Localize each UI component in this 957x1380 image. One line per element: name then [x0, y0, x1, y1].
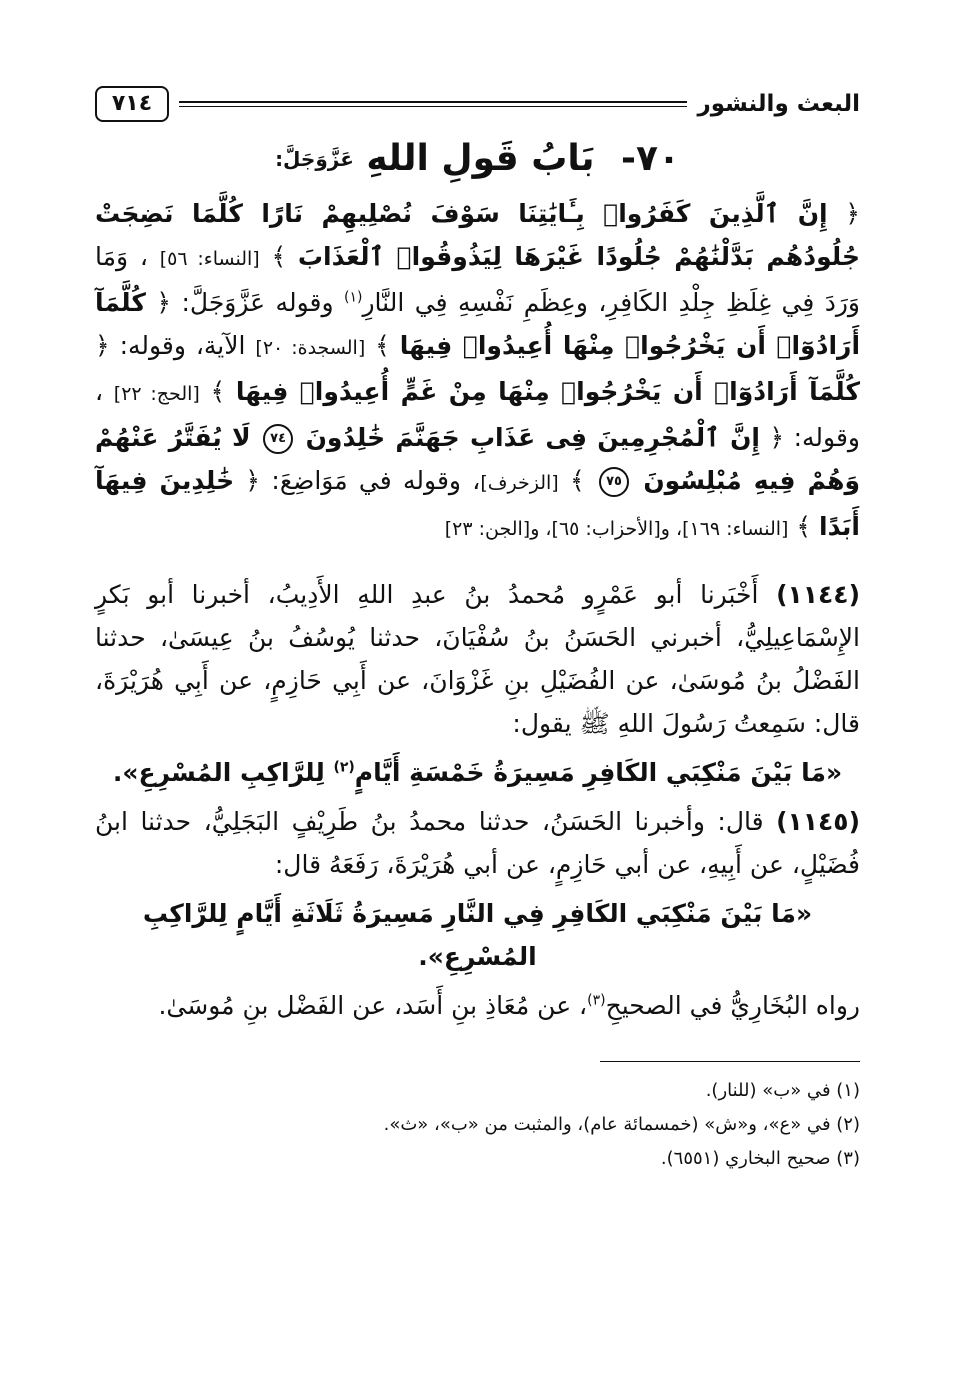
verse-reference: [النساء: ٥٦] — [159, 248, 260, 270]
hadith-number: (١١٤٤) — [776, 580, 860, 609]
book-page — [95, 80, 860, 1176]
isnad-text: قال: وأخبرنا الحَسَنُ، حدثنا محمدُ بنُ طَرِيْفٍ البَجَلِيُّ، حدثنا ابنُ فُضَيْلٍ، عن أَبِيهِ، عن أبي حَازِمٍ، عن أبي هُرَيْرَةَ، رَفَعَهُ قال: — [95, 807, 860, 879]
hadith-1144-matn — [95, 751, 860, 794]
quran-close-bracket: ﴾ — [210, 377, 226, 406]
intro-text: الآية، وقوله: — [119, 331, 246, 360]
footnote-1: (١) في «ب» (للنار). — [705, 1080, 860, 1101]
hadith-1145-source — [95, 984, 860, 1027]
quran-open-bracket: ﴿ — [156, 288, 172, 317]
footnote-marker: (٢) — [333, 759, 355, 776]
footnote-marker: (٣) — [587, 992, 606, 1009]
verse-number-marker: ٧٤ — [263, 424, 293, 454]
verse-reference: [النساء: ١٦٩]، و[الأحزاب: ٦٥]، و[الجن: ٢٣] — [444, 518, 789, 540]
intro-text: ، وقوله في مَوَاضِعَ: — [271, 466, 481, 495]
hadith-1145-matn: «مَا بَيْنَ مَنْكِبَي الكَافِرِ فِي النَّارِ مَسِيرَةُ ثَلَاثَةِ أَيَّامٍ لِلرَّاكِبِ المُسْرِعِ». — [142, 899, 813, 971]
page-number: ٧١٤ — [95, 86, 169, 122]
quran-close-bracket: ﴾ — [271, 242, 287, 271]
intro-text: ، وقوله: — [95, 377, 860, 452]
running-header — [95, 80, 860, 128]
spacer — [95, 551, 860, 573]
source-text: ، عن مُعَاذِ بنِ أَسَد، عن الفَضْل بنِ مُوسَىٰ. — [158, 991, 588, 1020]
chapter-number: ٧٠- — [621, 138, 680, 179]
isnad-text: يقول: — [512, 709, 572, 738]
quran-open-bracket: ﴿ — [769, 423, 785, 452]
verse-reference: [الزخرف] — [480, 472, 559, 494]
quran-close-bracket: ﴾ — [796, 512, 812, 541]
quran-verse: كُلَّمَآ أَرَادُوٓا۟ أَن يَخْرُجُوا۟ مِنْهَا أُعِيدُوا۟ فِيهَا — [95, 288, 861, 360]
footnote-marker: (١) — [344, 289, 363, 306]
footnote-2: (٢) في «ع»، و«ش» (خمسمائة عام)، والمثبت من «ب»، «ث». — [383, 1114, 860, 1135]
salutation: ﷺ — [579, 709, 610, 738]
quran-verse: كُلَّمَآ أَرَادُوٓا۟ أَن يَخْرُجُوا۟ مِنْهَا مِنْ غَمٍّ أُعِيدُوا۟ فِيهَا — [235, 377, 860, 406]
verse-reference: [الحج: ٢٢] — [113, 383, 200, 405]
quran-close-bracket: ﴾ — [375, 331, 390, 360]
header-rule — [179, 101, 687, 107]
quran-open-bracket: ﴿ — [845, 199, 860, 228]
quran-open-bracket: ﴿ — [95, 331, 110, 360]
verse-reference: [السجدة: ٢٠] — [255, 337, 366, 359]
quran-open-bracket: ﴿ — [245, 466, 261, 495]
chapter-heading: بَابُ قَولِ اللهِ — [366, 138, 595, 179]
isnad-text: أَخْبَرنا أبو عَمْرٍو مُحمدُ بنُ عبدِ اللهِ الأَدِيبُ، أخبرنا أبو بَكرٍ الإِسْمَاعِيلِيُّ، أخبرني الحَسَنُ بنُ سُفْيَانَ، حدثنا يُوسُفُ بنُ عِيسَىٰ، حدثنا الفَضْلُ بنُ مُوسَىٰ، عن الفُضَيْلِ بنِ غَزْوَانَ، عن أَبِي حَازِمٍ، عن أَبِي هُرَيْرَةَ، قال: سَمِعتُ رَسُولَ اللهِ — [95, 580, 860, 738]
footnote-3: (٣) صحيح البخاري (٦٥٥١). — [660, 1148, 860, 1169]
verse-number-marker: ٧٥ — [599, 467, 629, 497]
footnote-divider — [600, 1061, 860, 1062]
matn-text: لِلرَّاكِبِ المُسْرِعِ». — [112, 758, 325, 787]
chapter-intro — [95, 192, 860, 551]
quran-verse: خَٰلِدِينَ فِيهَآ أَبَدًا — [95, 466, 860, 541]
quran-verse: إِنَّ ٱلْمُجْرِمِينَ فِى عَذَابِ جَهَنَّمَ خَٰلِدُونَ — [305, 423, 760, 452]
hadith-number: (١١٤٥) — [776, 807, 860, 836]
quran-verse: إِنَّ ٱلَّذِينَ كَفَرُوا۟ بِـَٔايَٰتِنَا سَوْفَ نُصْلِيهِمْ نَارًا كُلَّمَا نَضِجَتْ جُلُودُهُم بَدَّلْنَٰهُمْ جُلُودًا غَيْرَهَا لِيَذُوقُوا۟ ٱلْعَذَابَ — [95, 199, 860, 271]
chapter-title — [95, 136, 860, 182]
hadith-1145-isnad — [95, 800, 860, 886]
quran-close-bracket: ﴾ — [570, 466, 585, 495]
honorific: عَزَّوَجَلَّ: — [275, 147, 354, 171]
intro-text: ، وَمَا وَرَدَ فِي غِلَظِ جِلْدِ الكَافِرِ، وعِظَمِ نَفْسِهِ فِي النَّارِ — [95, 242, 861, 317]
quran-verse: لَا يُفَتَّرُ عَنْهُمْ وَهُمْ فِيهِ مُبْلِسُونَ — [95, 423, 861, 495]
matn-text: «مَا بَيْنَ مَنْكِبَي الكَافِرِ مَسِيرَةُ خَمْسَةِ أَيَّامٍ — [354, 758, 843, 787]
hadith-1144-isnad — [95, 573, 860, 745]
source-text: رواه البُخَارِيُّ في الصحيحِ — [605, 991, 860, 1020]
intro-text: وقوله عَزَّوَجَلَّ: — [181, 288, 334, 317]
book-title: البعث والنشور — [697, 91, 860, 117]
